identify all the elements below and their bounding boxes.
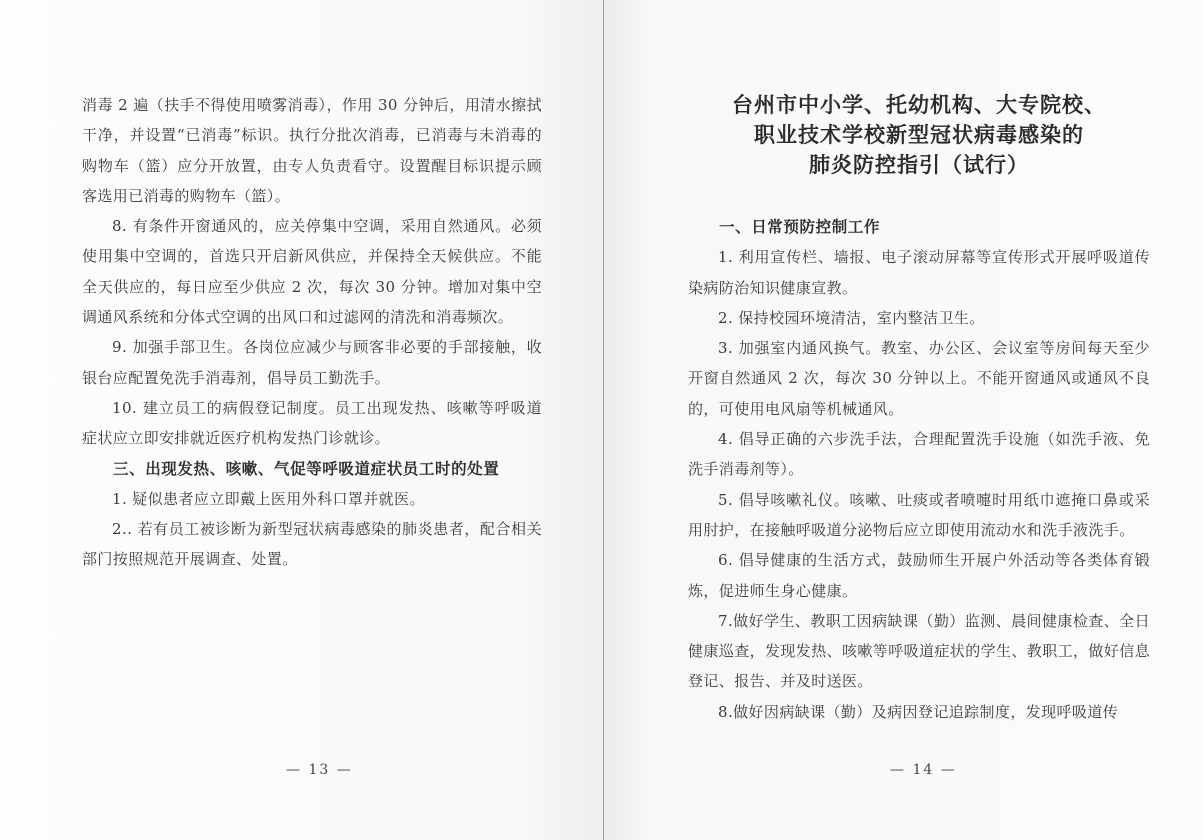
paragraph-section3-item-1: 1. 疑似患者应立即戴上医用外科口罩并就医。 [112, 489, 425, 508]
paragraph-item-1: 1. 利用宣传栏、墙报、电子滚动屏幕等宣传形式开展呼吸道传染病防治知识健康宣教。 [688, 248, 1150, 297]
title-line: 职业技术学校新型冠状病毒感染的 [754, 123, 1084, 147]
document-title [688, 90, 1150, 180]
paragraph-item-4: 4. 倡导正确的六步洗手法，合理配置洗手设施（如洗手液、免洗手消毒剂等）。 [688, 430, 1150, 479]
section-heading-1: 一、日常预防控制工作 [719, 218, 881, 236]
paragraph-item-2: 2. 保持校园环境清洁，室内整洁卫生。 [718, 308, 985, 327]
section-heading-3: 三、出现发热、咳嗽、气促等呼吸道症状员工时的处置 [113, 459, 500, 478]
paragraph-continued: 消毒 2 遍（扶手不得使用喷雾消毒），作用 30 分钟后，用清水擦拭干净，并设置“已消毒”标识。执行分批次消毒，已消毒与未消毒的购物车（篮）应分开放置，由专人负责看守。设置醒目标识提示顾客选用已消毒的购物车（篮）。 [82, 96, 542, 205]
paragraph-item-5: 5. 倡导咳嗽礼仪。咳嗽、吐痰或者喷嚏时用纸巾遮掩口鼻或采用肘护，在接触呼吸道分泌物后应立即使用流动水和洗手液洗手。 [688, 490, 1150, 539]
paragraph-item-3: 3. 加强室内通风换气。教室、办公区、会议室等房间每天至少开窗自然通风 2 次，每次 30 分钟以上。不能开窗通风或通风不良的，可使用电风扇等机械通风。 [688, 339, 1150, 418]
title-line: 台州市中小学、托幼机构、大专院校、 [732, 93, 1106, 117]
title-line: 肺炎防控指引（试行） [809, 153, 1029, 177]
page-14 [604, 0, 1203, 840]
paragraph-item-8: 8. 有条件开窗通风的，应关停集中空调，采用自然通风。必须使用集中空调的，首选只开启新风供应，并保持全天候供应。不能全天供应的，每日应至少供应 2 次，每次 30 分钟。增加对集中空调通风系统和分体式空调的出风口和过滤网的清洗和消毒频次。 [82, 217, 542, 327]
paragraph-item-8: 8.做好因病缺课（勤）及病因登记追踪制度，发现呼吸道传 [718, 702, 1119, 721]
paragraph-section3-item-2: 2.. 若有员工被诊断为新型冠状病毒感染的肺炎患者，配合相关部门按照规范开展调查、处置。 [82, 520, 542, 569]
paragraph-item-7: 7.做好学生、教职工因病缺课（勤）监测、晨间健康检查、全日健康巡查，发现发热、咳嗽等呼吸道症状的学生、教职工，做好信息登记、报告、并及时送医。 [688, 611, 1151, 691]
page-13-body [82, 90, 542, 575]
paragraph-item-10: 10. 建立员工的病假登记制度。员工出现发热、咳嗽等呼吸道症状应立即安排就近医疗机构发热门诊就诊。 [82, 398, 542, 448]
page-number: — 13 — [286, 762, 353, 778]
paragraph-item-6: 6. 倡导健康的生活方式，鼓励师生开展户外活动等各类体育锻炼，促进师生身心健康。 [688, 551, 1150, 600]
paragraph-item-9: 9. 加强手部卫生。各岗位应减少与顾客非必要的手部接触，收银台应配置免洗手消毒剂，倡导员工勤洗手。 [82, 338, 542, 387]
page-14-body [688, 212, 1150, 727]
page-number: — 14 — [890, 762, 957, 778]
